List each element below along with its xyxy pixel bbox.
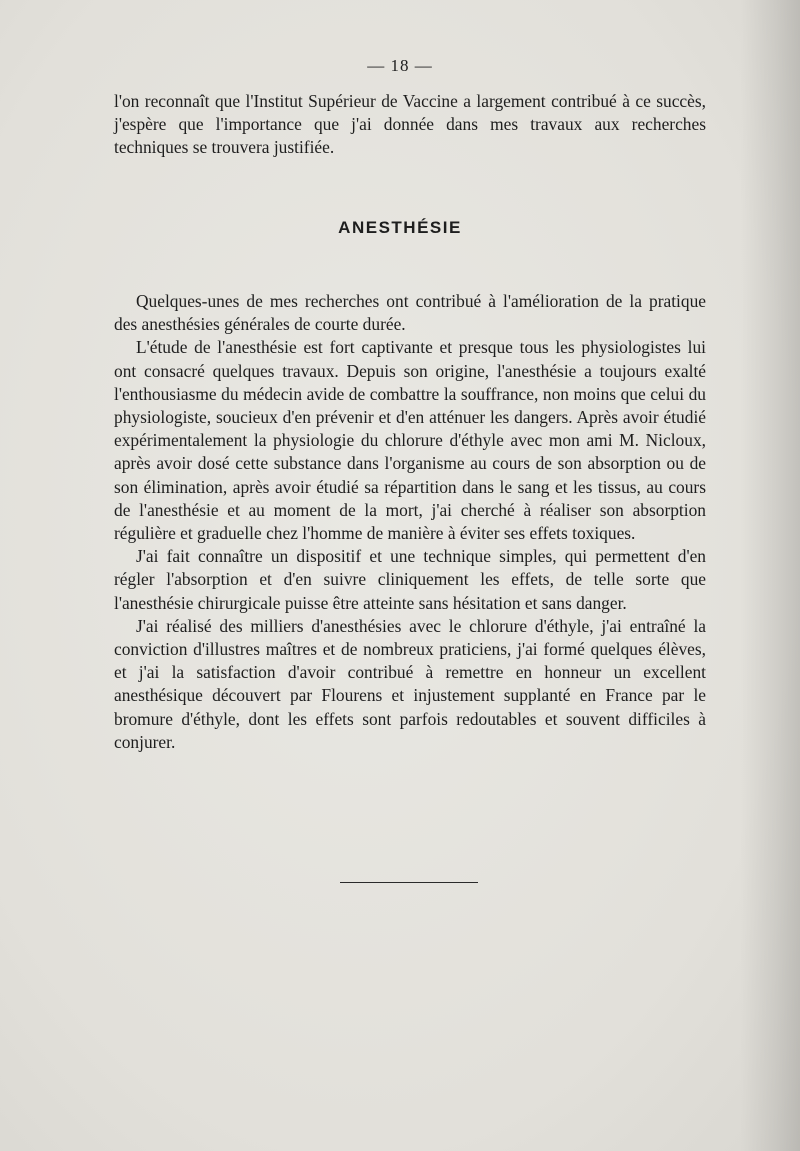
page-edge-shadow [740, 0, 800, 1151]
page-number: — 18 — [367, 56, 433, 75]
body-paragraph: Quelques-unes de mes recherches ont contribué à l'amélioration de la pratique des anesthésies générales de courte durée. [114, 291, 706, 335]
section-body [114, 290, 706, 754]
end-rule [340, 882, 478, 883]
body-paragraph: J'ai réalisé des milliers d'anesthésies avec le chlorure d'éthyle, j'ai entraîné la conviction d'illustres maîtres et de nombreux praticiens, j'ai formé quelques élèves, et j'ai la satisfaction d'avoir contribué à remettre en honneur un excellent anesthésique découvert par Flourens et injustement supplanté en France par le bromure d'éthyle, dont les effets sont parfois redoutables et souvent difficiles à conjurer. [114, 615, 706, 752]
section-title: ANESTHÉSIE [338, 218, 462, 237]
body-paragraph: J'ai fait connaître un dispositif et une technique simples, qui permettent d'en régler l'absorption et d'en suivre cliniquement les effets, de telle sorte que l'anesthésie chirurgicale puisse être atteinte sans hésitation et sans danger. [114, 546, 706, 613]
intro-paragraph: l'on reconnaît que l'Institut Supérieur de Vaccine a largement contribué à ce succès, j'espère que l'importance que j'ai donnée dans mes travaux aux recherches techniques se trouvera justifiée. [114, 91, 706, 158]
body-paragraph: L'étude de l'anesthésie est fort captivante et presque tous les physiologistes lui ont consacré quelques travaux. Depuis son origine, l'anesthésie a toujours exalté l'enthousiasme du médecin avide de combattre la souffrance, non moins que celui du physiologiste, soucieux d'en prévenir et d'en atténuer les dangers. Après avoir étudié expérimentalement la physiologie du chlorure d'éthyle avec mon ami M. Nicloux, après avoir dosé cette substance dans l'organisme au cours de son absorption ou de son élimination, après avoir étudié sa répartition dans le sang et les tissus, au cours de l'anesthésie et au moment de la mort, j'ai cherché à réaliser son absorption régulière et graduelle chez l'homme de manière à éviter ses effets toxiques. [114, 337, 706, 544]
